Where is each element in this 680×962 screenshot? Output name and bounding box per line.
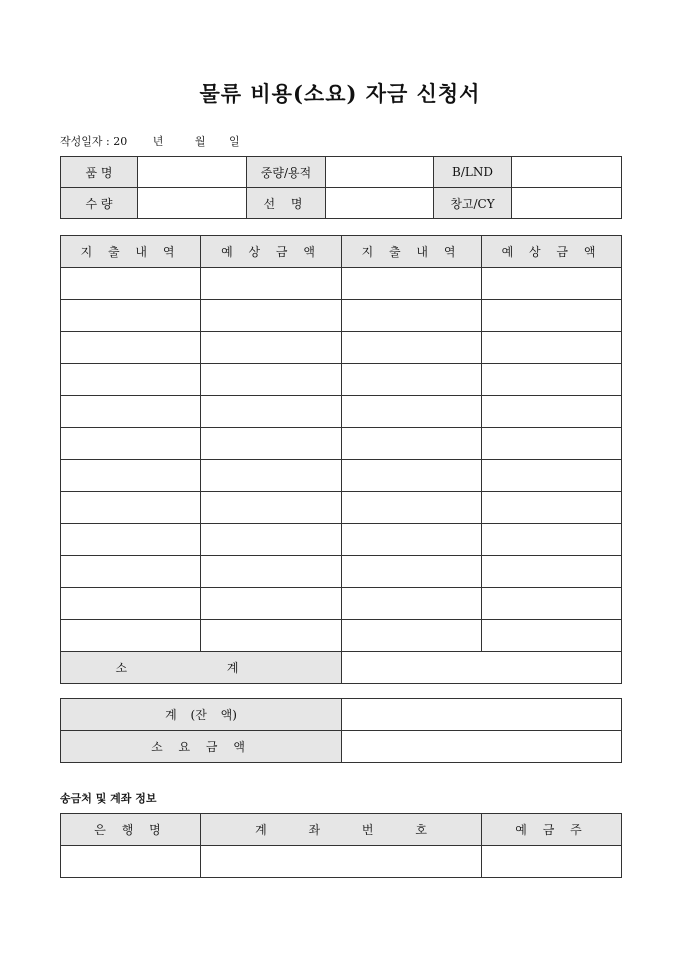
expense-amount-cell[interactable] [201, 396, 342, 428]
expense-detail-cell[interactable] [61, 364, 201, 396]
day-unit: 일 [228, 135, 240, 148]
item-name-field[interactable] [138, 157, 247, 188]
warehouse-cy-field[interactable] [512, 188, 622, 219]
expense-detail-cell[interactable] [61, 492, 201, 524]
expense-amount-cell[interactable] [482, 524, 622, 556]
expense-row [61, 460, 622, 492]
warehouse-cy-label: 창고/CY [434, 188, 512, 219]
bank-name-header: 은 행 명 [61, 814, 201, 846]
required-amount-label: 소 요 금 액 [61, 731, 342, 763]
expense-header-amount-2: 예 상 금 액 [482, 236, 622, 268]
expense-amount-cell[interactable] [201, 268, 342, 300]
required-amount-field[interactable] [342, 731, 622, 763]
expense-row [61, 364, 622, 396]
expense-detail-cell[interactable] [342, 428, 482, 460]
expense-amount-cell[interactable] [201, 300, 342, 332]
expense-row [61, 332, 622, 364]
info-table [60, 156, 622, 219]
expense-detail-cell[interactable] [61, 268, 201, 300]
quantity-field[interactable] [138, 188, 247, 219]
expense-amount-cell[interactable] [201, 524, 342, 556]
expense-detail-cell[interactable] [342, 556, 482, 588]
expense-amount-cell[interactable] [201, 428, 342, 460]
expense-detail-cell[interactable] [342, 524, 482, 556]
expense-detail-cell[interactable] [61, 588, 201, 620]
expense-amount-cell[interactable] [482, 396, 622, 428]
expense-amount-cell[interactable] [482, 332, 622, 364]
expense-row [61, 556, 622, 588]
expense-amount-cell[interactable] [201, 364, 342, 396]
expense-row [61, 588, 622, 620]
expense-row [61, 492, 622, 524]
expense-amount-cell[interactable] [482, 588, 622, 620]
quantity-label: 수 량 [61, 188, 138, 219]
expense-amount-cell[interactable] [482, 556, 622, 588]
expense-detail-cell[interactable] [342, 364, 482, 396]
account-holder-header: 예 금 주 [482, 814, 622, 846]
expense-amount-cell[interactable] [201, 492, 342, 524]
bl-number-label: B/LND [434, 157, 512, 188]
expense-amount-cell[interactable] [482, 364, 622, 396]
subtotal-label: 소 계 [61, 652, 342, 684]
expense-detail-cell[interactable] [61, 300, 201, 332]
expense-amount-cell[interactable] [482, 428, 622, 460]
expense-table [60, 235, 622, 684]
weight-volume-field[interactable] [326, 157, 434, 188]
expense-amount-cell[interactable] [201, 620, 342, 652]
subtotal-field[interactable] [342, 652, 622, 684]
expense-row [61, 620, 622, 652]
expense-amount-cell[interactable] [201, 588, 342, 620]
date-label: 작성일자 : 20 [60, 135, 128, 148]
account-number-field[interactable] [201, 846, 482, 878]
account-holder-field[interactable] [482, 846, 622, 878]
expense-detail-cell[interactable] [342, 588, 482, 620]
expense-amount-cell[interactable] [482, 620, 622, 652]
expense-detail-cell[interactable] [342, 300, 482, 332]
vessel-name-field[interactable] [326, 188, 434, 219]
account-number-header: 계 좌 번 호 [201, 814, 482, 846]
expense-row [61, 524, 622, 556]
expense-header-amount-1: 예 상 금 액 [201, 236, 342, 268]
expense-amount-cell[interactable] [482, 268, 622, 300]
expense-amount-cell[interactable] [201, 556, 342, 588]
expense-detail-cell[interactable] [342, 332, 482, 364]
bl-number-field[interactable] [512, 157, 622, 188]
expense-amount-cell[interactable] [482, 492, 622, 524]
page-title: 물류 비용(소요) 자금 신청서 [199, 81, 481, 106]
bank-table [60, 813, 622, 878]
expense-detail-cell[interactable] [342, 396, 482, 428]
balance-total-label: 계 (잔 액) [61, 699, 342, 731]
date-line [60, 133, 240, 149]
balance-table [60, 698, 622, 763]
expense-row [61, 300, 622, 332]
expense-detail-cell[interactable] [61, 332, 201, 364]
expense-detail-cell[interactable] [61, 556, 201, 588]
expense-detail-cell[interactable] [61, 460, 201, 492]
expense-row [61, 268, 622, 300]
bank-section-title: 송금처 및 계좌 정보 [60, 792, 157, 805]
month-unit: 월 [194, 135, 206, 148]
expense-row [61, 396, 622, 428]
expense-row [61, 428, 622, 460]
expense-header-detail-2: 지 출 내 역 [342, 236, 482, 268]
weight-volume-label: 중량/용적 [247, 157, 326, 188]
expense-detail-cell[interactable] [342, 460, 482, 492]
expense-amount-cell[interactable] [201, 460, 342, 492]
expense-detail-cell[interactable] [342, 620, 482, 652]
expense-detail-cell[interactable] [61, 620, 201, 652]
expense-amount-cell[interactable] [482, 300, 622, 332]
item-name-label: 품 명 [61, 157, 138, 188]
balance-total-field[interactable] [342, 699, 622, 731]
year-unit: 년 [152, 135, 164, 148]
expense-detail-cell[interactable] [61, 524, 201, 556]
expense-header-detail-1: 지 출 내 역 [61, 236, 201, 268]
expense-detail-cell[interactable] [61, 428, 201, 460]
expense-detail-cell[interactable] [61, 396, 201, 428]
expense-detail-cell[interactable] [342, 492, 482, 524]
vessel-name-label: 선 명 [247, 188, 326, 219]
expense-amount-cell[interactable] [201, 332, 342, 364]
expense-amount-cell[interactable] [482, 460, 622, 492]
bank-name-field[interactable] [61, 846, 201, 878]
expense-detail-cell[interactable] [342, 268, 482, 300]
